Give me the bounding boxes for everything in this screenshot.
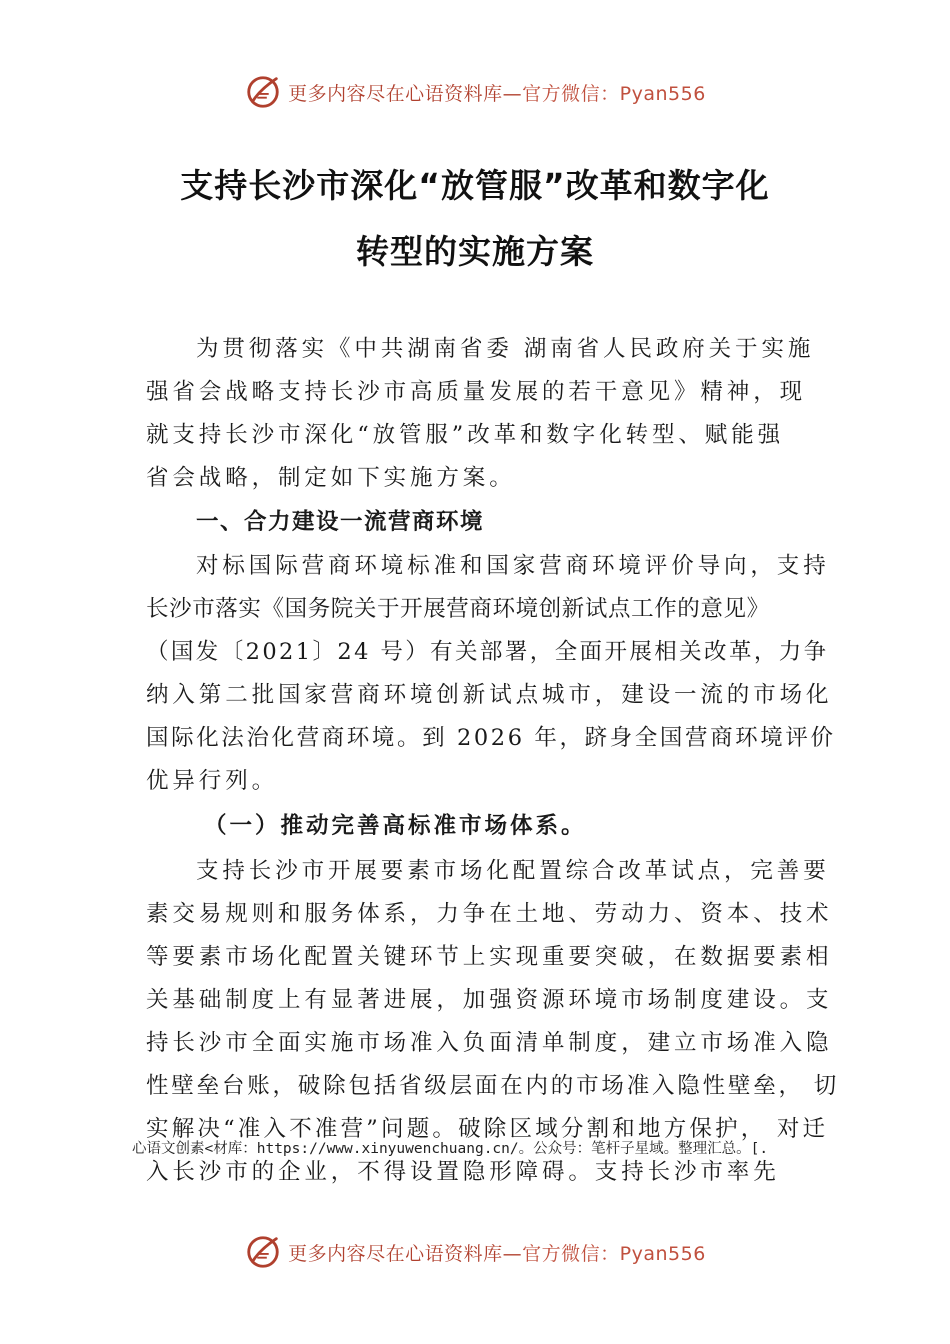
document-title-line-1: 支持长沙市深化“放管服”改革和数字化 <box>180 166 770 205</box>
text-line: 强省会战略支持长沙市高质量发展的若干意见》精神，现 <box>146 379 807 405</box>
text-line: 实解决“准入不准营”问题。破除区域分割和地方保护， 对迁 <box>146 1116 829 1142</box>
text-line: 持长沙市全面实施市场准入负面清单制度，建立市场准入隐 <box>146 1030 833 1056</box>
header-banner[interactable] <box>0 72 950 112</box>
text-line: 为贯彻落实《中共湖南省委 湖南省人民政府关于实施 <box>196 336 815 362</box>
text-line: 性壁垒台账，破除包括省级层面在内的市场准入隐性壁垒， 切 <box>146 1073 840 1099</box>
document-body <box>146 328 840 1194</box>
banner-text: 更多内容尽在心语资料库—官方微信：Pyan556 <box>288 82 706 105</box>
text-line: 支持长沙市开展要素市场化配置综合改革试点，完善要 <box>196 858 830 884</box>
banner-wechat: 官方微信：Pyan556 <box>522 82 706 105</box>
text-line: 就支持长沙市深化“放管服”改革和数字化转型、赋能强 <box>146 422 785 448</box>
document-title-line-2: 转型的实施方案 <box>356 232 594 271</box>
text-line: 关基础制度上有显著进展，加强资源环境市场制度建设。支 <box>146 987 833 1013</box>
text-line: 长沙市落实《国务院关于开展营商环境创新试点工作的意见》 <box>146 596 770 622</box>
text-line: 素交易规则和服务体系，力争在土地、劳动力、资本、技术 <box>146 901 833 927</box>
text-line: （国发〔2021〕24 号）有关部署，全面开展相关改革，力争 <box>146 639 829 665</box>
text-line: 纳入第二批国家营商环境创新试点城市，建设一流的市场化 <box>146 682 833 708</box>
brand-logo-icon <box>244 73 282 111</box>
text-line: 入长沙市的企业，不得设置隐形障碍。支持长沙市率先 <box>146 1159 780 1185</box>
section-heading-1: 一、合力建设一流营商环境 <box>196 509 485 535</box>
text-line: 国际化法治化营商环境。到 2026 年，跻身全国营商环境评价 <box>146 725 836 751</box>
subsection-heading-1: （一）推动完善高标准市场体系。 <box>204 813 587 839</box>
banner-text: 更多内容尽在心语资料库—官方微信：Pyan556 <box>288 1242 706 1265</box>
footer-source-line: 心语文创素<材库：https://www.xinyuwenchuang.cn/。公众号：笔杆子星域。整理汇总。[. <box>132 1141 769 1157</box>
text-line: 对标国际营商环境标准和国家营商环境评价导向，支持 <box>196 553 830 579</box>
brand-logo-icon <box>244 1233 282 1271</box>
text-line: 省会战略，制定如下实施方案。 <box>146 465 516 491</box>
banner-wechat: 官方微信：Pyan556 <box>522 1242 706 1265</box>
footer-banner[interactable] <box>0 1232 950 1272</box>
text-line: 等要素市场化配置关键环节上实现重要突破，在数据要素相 <box>146 944 833 970</box>
text-line: 优异行列。 <box>146 768 279 794</box>
